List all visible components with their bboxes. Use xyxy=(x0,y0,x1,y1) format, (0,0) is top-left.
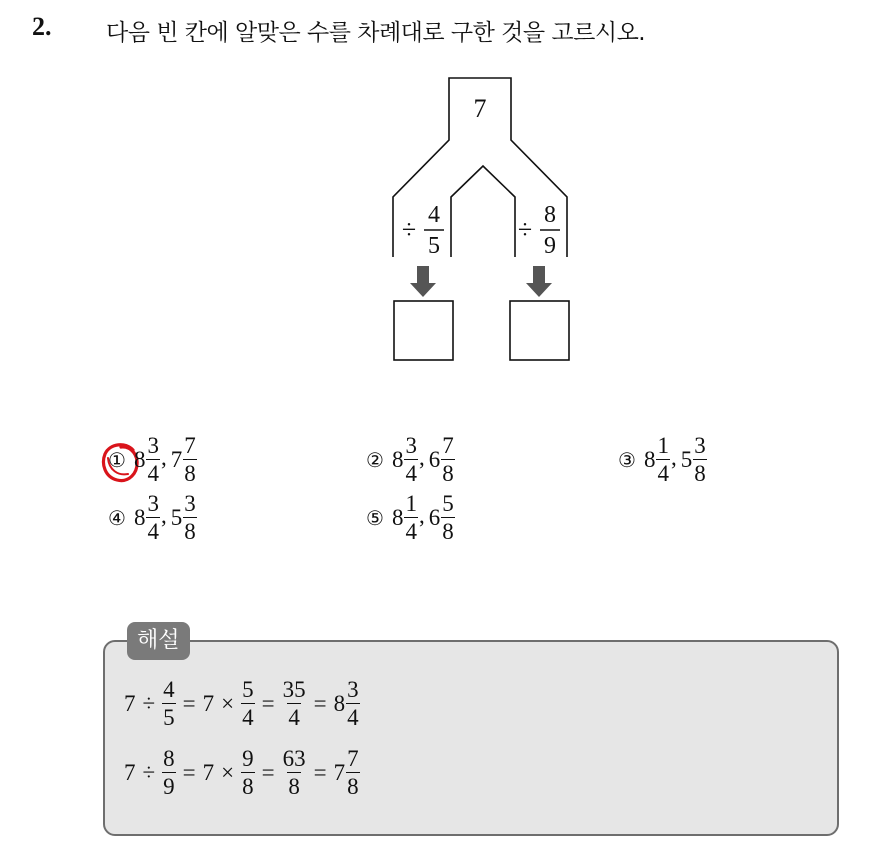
choice-3-value-b: 5 $\frac{3}{8}$ xyxy=(680,433,706,486)
answer-box-left[interactable] xyxy=(394,301,453,360)
choice-1-value-a: 8 $\frac{3}{4}$ xyxy=(133,433,159,486)
question-number: 2. xyxy=(32,12,52,41)
choice-marker: ② xyxy=(366,447,384,472)
left-numerator: 4 xyxy=(428,202,440,228)
choice-marker: ① xyxy=(108,447,126,472)
solution-line-2: 7 ÷ $\frac{8}{9}$ = 7 × $\frac{9}{8}$ = $\frac{63}{8}$ = 7 $\frac{7}{8}$ xyxy=(124,746,359,799)
answer-box-right[interactable] xyxy=(510,301,569,360)
division-flow-diagram xyxy=(0,0,884,400)
right-operation xyxy=(518,202,560,259)
diagram-top-value: 7 xyxy=(473,94,487,123)
diagram-inner-notch xyxy=(451,166,515,257)
right-denominator: 9 xyxy=(544,233,556,259)
choice-1[interactable]: ① 8 $\frac{3}{4}$ , 7 $\frac{7}{8}$ xyxy=(108,433,196,486)
choice-5-value-b: 6 $\frac{5}{8}$ xyxy=(428,491,454,544)
choice-marker: ③ xyxy=(618,447,636,472)
left-division-sign: ÷ xyxy=(401,215,417,244)
choice-4-value-b: 5 $\frac{3}{8}$ xyxy=(170,491,196,544)
right-numerator: 8 xyxy=(544,202,556,228)
choice-2[interactable]: ② 8 $\frac{3}{4}$ , 6 $\frac{7}{8}$ xyxy=(366,433,454,486)
choice-3-value-a: 8 $\frac{1}{4}$ xyxy=(643,433,669,486)
solution-box xyxy=(103,640,839,836)
left-operation xyxy=(402,202,444,259)
arrow-right-icon xyxy=(526,266,552,297)
choice-4[interactable]: ④ 8 $\frac{3}{4}$ , 5 $\frac{3}{8}$ xyxy=(108,491,196,544)
right-division-sign: ÷ xyxy=(517,215,533,244)
choice-1-value-b: 7 $\frac{7}{8}$ xyxy=(170,433,196,486)
left-denominator: 5 xyxy=(428,233,440,259)
choice-3[interactable]: ③ 8 $\frac{1}{4}$ , 5 $\frac{3}{8}$ xyxy=(618,433,706,486)
arrow-left-icon xyxy=(410,266,436,297)
down-arrows xyxy=(410,266,552,297)
choice-5-value-a: 8 $\frac{1}{4}$ xyxy=(391,491,417,544)
question-text: 다음 빈 칸에 알맞은 수를 차례대로 구한 것을 고르시오. xyxy=(106,20,646,46)
choice-marker: ④ xyxy=(108,505,126,530)
solution-line-1: 7 ÷ $\frac{4}{5}$ = 7 × $\frac{5}{4}$ = $\frac{35}{4}$ = 8 $\frac{3}{4}$ xyxy=(124,677,359,730)
choice-4-value-a: 8 $\frac{3}{4}$ xyxy=(133,491,159,544)
solution-label: 해설 xyxy=(127,622,190,660)
choice-5[interactable]: ⑤ 8 $\frac{1}{4}$ , 6 $\frac{5}{8}$ xyxy=(366,491,454,544)
choice-marker: ⑤ xyxy=(366,505,384,530)
choice-2-value-b: 6 $\frac{7}{8}$ xyxy=(428,433,454,486)
choice-2-value-a: 8 $\frac{3}{4}$ xyxy=(391,433,417,486)
